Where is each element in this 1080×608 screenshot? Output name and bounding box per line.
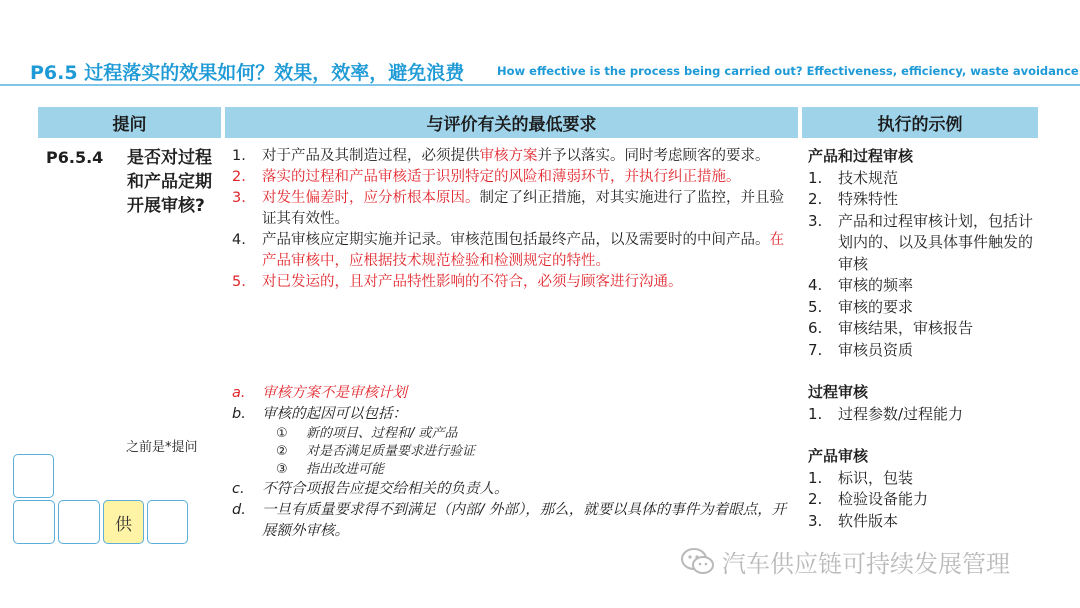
- rating-box[interactable]: [147, 500, 188, 544]
- requirement-num: 2.: [232, 169, 246, 185]
- rating-box[interactable]: [13, 454, 54, 498]
- example-item: 5. 审核的要求: [808, 297, 914, 316]
- requirement-2: [232, 167, 792, 188]
- requirement-text: 落实的过程和产品审核适于识别特定的风险和薄弱环节，并执行纠正措施。: [262, 169, 741, 185]
- note-d: d. 一旦有质量要求得不到满足（内部/ 外部），那么，就要以具体的事件为着眼点，开展额外审核。: [232, 502, 787, 539]
- page-subtitle: How effective is the process being carried out? Effectiveness, efficiency, waste avoidance: [497, 64, 1079, 78]
- example-item: 1. 过程参数/过程能力: [808, 404, 964, 423]
- requirement-num: 1.: [232, 148, 246, 164]
- requirement-num: 3.: [232, 190, 246, 206]
- requirement-3: [232, 188, 792, 230]
- example-item: 6. 审核结果，审核报告: [808, 319, 974, 337]
- requirement-text: 对已发运的，且对产品特性影响的不符合，必须与顾客进行沟通。: [262, 274, 683, 290]
- question-id: P6.5.4: [46, 148, 104, 167]
- example-item: 2. 特殊特性: [808, 190, 899, 208]
- examples-section-title: 产品和过程审核: [808, 147, 914, 165]
- supplier-box[interactable]: 供: [103, 500, 144, 544]
- example-item: 3. 软件版本: [808, 511, 899, 530]
- example-item: 1. 技术规范: [808, 168, 899, 187]
- rating-box[interactable]: [58, 500, 100, 544]
- requirement-text: 对于产品及其制造过程，必须提供审核方案并予以落实。同时考虑顾客的要求。: [262, 148, 770, 164]
- example-item: 3. 产品和过程审核计划，包括计划内的、以及具体事件触发的审核: [808, 211, 1034, 273]
- header-requirements: 与评价有关的最低要求: [225, 107, 798, 138]
- title-bar: [0, 50, 1080, 86]
- examples-section-title: 过程审核: [808, 383, 869, 401]
- requirement-num: 4.: [232, 232, 246, 248]
- requirement-num: 5.: [232, 274, 246, 290]
- note-a: a. 审核方案不是审核计划: [232, 385, 407, 401]
- rating-box[interactable]: [13, 500, 55, 544]
- question-text: 是否对过程和产品定期开展审核?: [127, 148, 212, 216]
- title-divider: [0, 84, 1080, 86]
- example-item: 4. 审核的频率: [808, 276, 914, 294]
- note-c: c. 不符合项报告应提交给相关的负责人。: [232, 481, 509, 497]
- note-b-sub-1: ① 新的项目、过程和/ 或产品: [276, 426, 458, 441]
- examples-section-title: 产品审核: [808, 447, 869, 465]
- note-b-sub-3: ③ 指出改进可能: [276, 462, 385, 477]
- requirement-text: 产品审核应定期实施并记录。审核范围包括最终产品，以及需要时的中间产品。在产品审核中，应根据技术规范检验和检测规定的特性。: [262, 232, 784, 269]
- header-examples: 执行的示例: [802, 107, 1038, 138]
- watermark: [680, 544, 1010, 579]
- note-b-sub-2: ② 对是否满足质量要求进行验证: [276, 444, 476, 459]
- example-item: 7. 审核员资质: [808, 340, 914, 359]
- notes-list: [232, 383, 792, 542]
- requirement-4: [232, 230, 792, 272]
- requirement-5: [232, 272, 792, 293]
- requirement-text: 对发生偏差时，应分析根本原因。制定了纠正措施，对其实施进行了监控，并且验证其有效性。: [262, 190, 784, 227]
- page-title: P6.5 过程落实的效果如何？效果，效率，避免浪费: [30, 62, 465, 84]
- example-item: 2. 检验设备能力: [808, 490, 929, 508]
- example-item: 1. 标识，包装: [808, 468, 914, 487]
- note-b: b. 审核的起因可以包括：: [232, 406, 407, 422]
- requirement-1: [232, 146, 792, 167]
- wechat-icon: [680, 547, 716, 577]
- previous-question-label: 之前是*提问: [126, 440, 198, 455]
- examples-column: [808, 146, 1038, 532]
- requirements-list: [232, 146, 792, 293]
- header-question: 提问: [38, 107, 221, 138]
- watermark-text: 汽车供应链可持续发展管理: [722, 550, 1010, 578]
